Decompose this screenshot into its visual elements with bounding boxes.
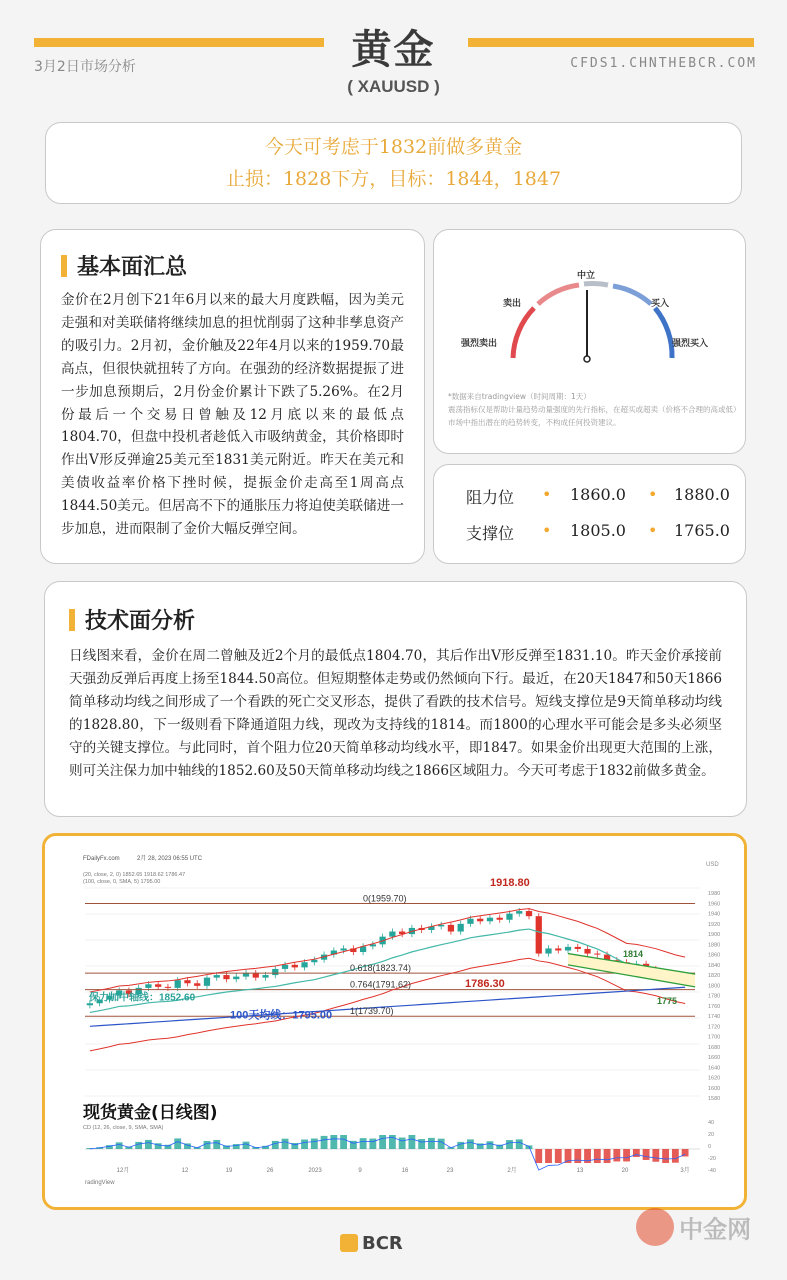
- candle-body: [340, 948, 346, 950]
- macd-bar: [487, 1141, 494, 1149]
- tv-label: radingView: [85, 1180, 115, 1186]
- symbol-label: ( XAUUSD ): [347, 77, 440, 96]
- gauge-pivot: [584, 356, 590, 362]
- macd-bar: [282, 1139, 289, 1149]
- x-tick-label: 2023: [308, 1168, 322, 1174]
- y-tick-label: 20: [708, 1132, 715, 1138]
- macd-bar: [467, 1139, 474, 1149]
- macd-bar: [574, 1149, 581, 1163]
- candle-body: [555, 948, 561, 950]
- x-tick-label: 3月: [680, 1168, 690, 1174]
- heading-accent-bar: [61, 255, 67, 277]
- y-tick-label: 1840: [708, 962, 721, 969]
- y-tick-label: 1620: [708, 1075, 721, 1082]
- fundamentals-card: [40, 229, 425, 564]
- candle-body: [165, 987, 171, 988]
- support-2: 1765.0: [674, 521, 730, 540]
- x-tick-label: 12: [181, 1168, 189, 1174]
- x-tick-label: 26: [266, 1168, 274, 1174]
- candle-body: [545, 948, 551, 953]
- candle-body: [184, 980, 190, 983]
- candle-body: [155, 984, 161, 987]
- bullet-icon: •: [542, 485, 552, 504]
- macd-bar: [545, 1149, 552, 1163]
- y-tick-label: 1800: [708, 983, 721, 990]
- candle-body: [565, 947, 571, 951]
- annotation-channel-1814: 1814: [623, 949, 644, 960]
- macd-bar: [613, 1149, 620, 1161]
- cngold-watermark: 中金网: [636, 1208, 751, 1246]
- x-tick-label: 16: [401, 1168, 409, 1174]
- y-tick-label: 1820: [708, 973, 721, 980]
- resistance-1: 1860.0: [570, 485, 626, 504]
- y-tick-label: 1600: [708, 1085, 721, 1092]
- heading-accent-bar: [69, 609, 75, 631]
- candle-body: [194, 983, 200, 986]
- macd-bar: [662, 1149, 669, 1163]
- gauge-arc-neutral: [584, 283, 608, 285]
- annotation-fib-764: 0.764(1791.62): [350, 979, 412, 990]
- macd-bar: [438, 1139, 445, 1149]
- macd-bar: [272, 1141, 279, 1149]
- x-tick-label: 19: [225, 1168, 233, 1174]
- candle-body: [467, 919, 473, 924]
- chart-card: [42, 833, 747, 1210]
- x-tick-label: 12月: [116, 1168, 130, 1174]
- macd-bar: [145, 1140, 152, 1149]
- y-tick-label: 1700: [708, 1034, 721, 1041]
- candle-body: [594, 954, 600, 955]
- annotation-sma-100: 100天均线：1795.00: [230, 1009, 333, 1022]
- annotation-high: 1918.80: [490, 877, 530, 889]
- resistance-2: 1880.0: [674, 485, 730, 504]
- bcr-logo-icon: [340, 1234, 358, 1252]
- x-tick-label: 23: [446, 1168, 454, 1174]
- macd-bar: [672, 1149, 679, 1163]
- y-tick-label: 1780: [708, 993, 721, 1000]
- candle-body: [175, 980, 181, 988]
- y-tick-label: 1860: [708, 952, 721, 959]
- y-tick-label: 1940: [708, 911, 721, 918]
- macd-bar: [379, 1135, 386, 1149]
- macd-bar: [116, 1142, 123, 1149]
- x-tick-label: 20: [621, 1168, 629, 1174]
- candle-body: [584, 949, 590, 954]
- candle-body: [233, 977, 239, 980]
- candle-body: [526, 911, 532, 916]
- support-1: 1805.0: [570, 521, 626, 540]
- macd-bar: [311, 1139, 318, 1150]
- gauge-note-text: 震荡指标仅是帮助计量趋势动量强度的先行指标，在超买或超卖（价格不合理的高或低）市场中指出潜在的趋势转变，不构成任何投资建议。: [448, 405, 737, 427]
- cngold-logo-icon: [636, 1208, 674, 1246]
- sentiment-gauge: [434, 230, 747, 380]
- annotation-bollinger-mid: 保力加中轴线：1852.60: [89, 992, 196, 1004]
- chart-legend-1: (20, close, 2, 0) 1852.65 1918.62 1786.47: [83, 872, 186, 878]
- macd-bar: [204, 1141, 211, 1149]
- gold-daily-chart: [45, 836, 744, 1207]
- y-tick-label: 1740: [708, 1014, 721, 1021]
- macd-bar: [516, 1139, 523, 1149]
- gauge-note-source: *数据来自tradingview（时间周期：1天）: [448, 392, 591, 401]
- candle-body: [145, 984, 151, 988]
- candle-body: [272, 969, 278, 975]
- y-tick-label: 1660: [708, 1055, 721, 1062]
- gauge-label-strong-sell: 强烈卖出: [461, 339, 498, 349]
- macd-bar: [399, 1138, 406, 1149]
- candle-body: [477, 919, 483, 922]
- annotation-low-1775: 1775: [657, 996, 678, 1007]
- bullet-icon: •: [648, 521, 658, 540]
- candle-body: [536, 916, 542, 953]
- macd-bar: [594, 1149, 601, 1163]
- macd-bar: [604, 1149, 611, 1163]
- x-tick-label: 9: [358, 1168, 362, 1174]
- x-tick-label: 2月: [507, 1168, 517, 1174]
- gauge-label-neutral: 中立: [577, 271, 596, 281]
- candle-body: [214, 975, 220, 978]
- fundamentals-title: 基本面汇总: [77, 255, 188, 280]
- macd-bar: [321, 1136, 328, 1149]
- support-row: [434, 521, 747, 551]
- annotation-fib-618: 0.618(1823.74): [350, 963, 412, 974]
- macd-bar: [369, 1139, 376, 1149]
- recommendation-card: [45, 122, 742, 204]
- candle-body: [292, 965, 298, 968]
- gauge-arc-strong-buy: [655, 308, 672, 358]
- candle-body: [204, 978, 210, 986]
- recommendation-line-1: 今天可考虑于1832前做多黄金: [264, 136, 523, 158]
- sentiment-gauge-card: [433, 229, 746, 454]
- candle-body: [487, 918, 493, 922]
- y-tick-label: 40: [708, 1120, 715, 1126]
- technical-heading: [69, 604, 722, 635]
- macd-bar: [535, 1149, 542, 1163]
- candle-body: [497, 918, 503, 920]
- macd-bar: [652, 1149, 659, 1162]
- y-tick-label: 1980: [708, 891, 721, 898]
- candle-body: [506, 914, 512, 920]
- resistance-label: 阻力位: [466, 488, 515, 507]
- macd-bar: [506, 1140, 513, 1149]
- macd-bar: [301, 1140, 308, 1150]
- candle-body: [575, 947, 581, 949]
- report-date: 3月2日市场分析: [34, 59, 136, 75]
- candle-body: [282, 965, 288, 969]
- macd-bar: [243, 1142, 250, 1149]
- macd-bar: [174, 1138, 181, 1149]
- macd-bar: [330, 1135, 337, 1149]
- y-tick-label: 1640: [708, 1065, 721, 1072]
- recommendation-line-2: 止损：1828下方，目标：1844，1847: [225, 168, 562, 190]
- y-tick-label: -40: [708, 1168, 716, 1174]
- candle-body: [448, 925, 454, 932]
- x-tick-label: 13: [576, 1168, 584, 1174]
- site-url: CFDS1.CHNTHEBCR.COM: [570, 56, 757, 71]
- macd-bar: [457, 1142, 464, 1149]
- candle-body: [516, 911, 522, 914]
- macd-bar: [213, 1140, 220, 1149]
- macd-label: CD (12, 26, close, 9, SMA, SMA): [83, 1125, 164, 1131]
- y-tick-label: -20: [708, 1156, 716, 1162]
- gauge-arc-buy: [613, 286, 651, 304]
- chart-legend-2: (100, close, 0, SMA, 5) 1795.00: [83, 879, 161, 885]
- candle-body: [223, 975, 229, 979]
- annotation-fib-1: 1(1739.70): [350, 1006, 394, 1017]
- bcr-logo: BCR: [340, 1233, 403, 1254]
- macd-bar: [633, 1149, 640, 1157]
- annotation-1786: 1786.30: [465, 977, 505, 990]
- technical-title: 技术面分析: [85, 609, 196, 634]
- chart-title: 现货黄金(日线图): [83, 1103, 218, 1123]
- y-tick-label: 0: [708, 1144, 712, 1150]
- chart-header-date: 2月 28, 2023 06:55 UTC: [137, 856, 203, 862]
- fundamentals-text: 金价在2月创下21年6月以来的最大月度跌幅，因为美元走强和对美联储将继续加息的担忧削弱了这种非孳息资产的吸引力。2月初，金价触及22年4月以来的1959.70最高点，但很快就扭转了方向。在强劲的经济数据提振了进一步加息预期后，2月份金价累计下跌了5.26%。在2月份最后一个交易日曾触及12月底以来的最低点1804.70，但盘中投机者趁低入市吸纳黄金，其价格即时作出V形反弹逾25美元至1831美元附近。昨天在美元和美债收益率价格下挫时候，提振金价走高至1周高点1844.50美元。但居高不下的通胀压力将迫使美联储进一步加息，进而限制了金价大幅反弹空间。: [61, 292, 404, 538]
- page-title: 黄金: [351, 27, 436, 73]
- candle-body: [389, 932, 395, 937]
- gauge-label-sell: 卖出: [503, 299, 522, 309]
- y-tick-label: 1760: [708, 1003, 721, 1010]
- levels-card: [433, 464, 746, 564]
- technical-text: 日线图来看，金价在周二曾触及近2个月的最低点1804.70，其后作出V形反弹至1831.10。昨天金价承接前天强劲反弹后再度上扬至1844.50高位。但短期整体走势或仍然倾向下行。最近，在20天1847和50天1866简单移动均线之间形成了一个看跌的死亡交叉形态，提供了看跌的技术信号。短线支撑位是9天简单移动均线的1828.80，下一级则看下降通道阻力线，现改为支持线的1814。而1800的心理水平可能会是多头必须坚守的关键支撑位。与此同时，首个阻力位20天简单移动均线水平，即1847。如果金价出现更大范围的上涨，则可关注保力加中轴线的1852.60及50天简单移动均线之1866区域阻力。今天可考虑于1832前做多黄金。: [69, 648, 722, 779]
- resistance-row: [434, 485, 747, 515]
- macd-bar: [135, 1142, 142, 1149]
- y-tick-label: 1720: [708, 1024, 721, 1031]
- y-tick-label: 1680: [708, 1044, 721, 1051]
- gauge-label-buy: 买入: [651, 299, 670, 309]
- macd-bar: [428, 1138, 435, 1149]
- candle-body: [253, 973, 259, 978]
- candle-body: [458, 924, 464, 932]
- y-tick-label: 1880: [708, 942, 721, 949]
- y-unit: USD: [706, 862, 719, 868]
- gauge-note: [448, 390, 738, 429]
- fundamentals-heading: [61, 250, 404, 281]
- bullet-icon: •: [648, 485, 658, 504]
- gauge-arc-strong-sell: [513, 308, 534, 358]
- macd-bar: [643, 1149, 650, 1160]
- candle-body: [301, 962, 307, 967]
- chart-source: FDailyFx.com: [83, 856, 120, 862]
- y-tick-label: 1920: [708, 921, 721, 928]
- y-tick-label: 1580: [708, 1096, 721, 1102]
- macd-bar: [555, 1149, 562, 1163]
- candle-body: [262, 975, 268, 978]
- macd-bar: [623, 1149, 630, 1161]
- y-tick-label: 1900: [708, 932, 721, 939]
- support-label: 支撑位: [466, 524, 515, 543]
- technical-card: [44, 581, 747, 817]
- macd-bar: [408, 1135, 415, 1149]
- macd-bar: [360, 1138, 367, 1149]
- candle-body: [311, 960, 317, 963]
- bullet-icon: •: [542, 521, 552, 540]
- macd-bar: [340, 1135, 347, 1149]
- gauge-arc-sell: [538, 285, 579, 304]
- annotation-fib-0: 0(1959.70): [363, 893, 407, 904]
- macd-bar: [418, 1139, 425, 1149]
- gauge-label-strong-buy: 强烈买入: [672, 339, 709, 349]
- y-tick-label: 1960: [708, 901, 721, 908]
